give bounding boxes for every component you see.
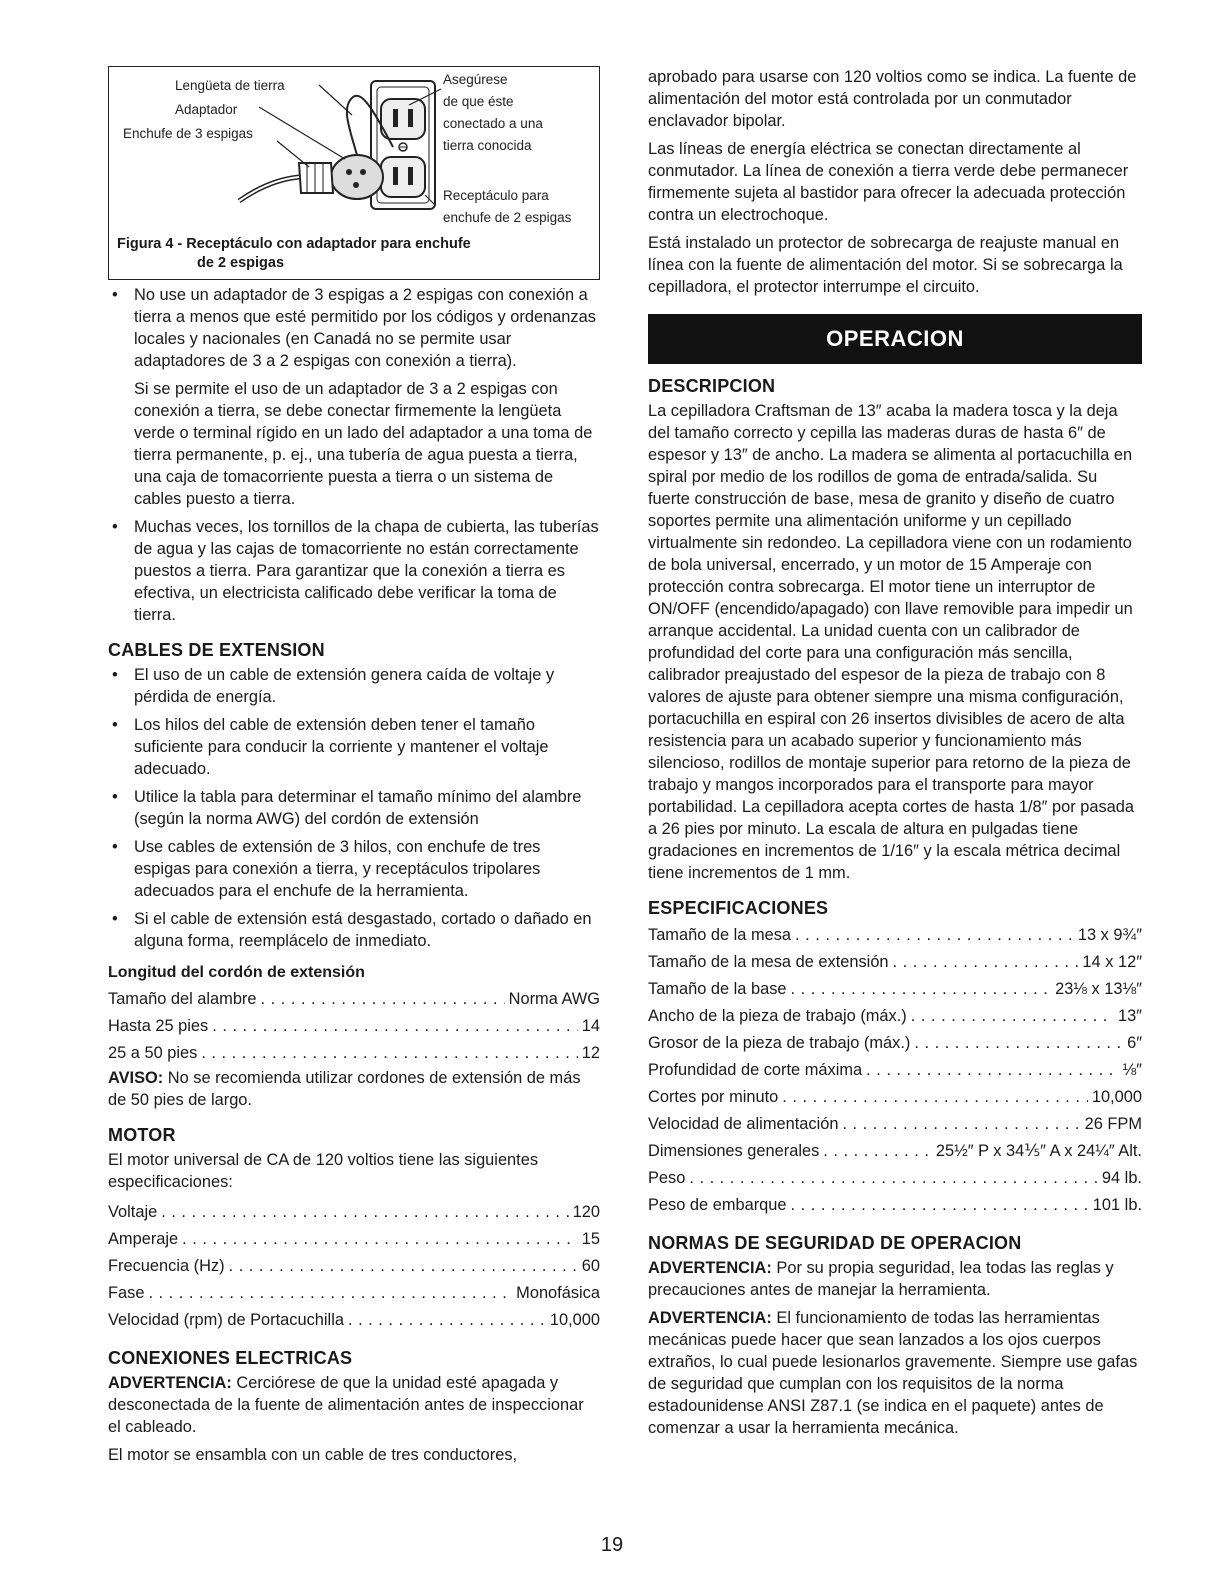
specifications-table [648, 922, 1142, 1219]
table-row [648, 922, 1142, 949]
row-label: Grosor de la pieza de trabajo (máx.) [648, 1034, 911, 1052]
safety-warning-2 [648, 1307, 1142, 1439]
bullet-adapter-use [108, 284, 600, 372]
motor-intro: El motor universal de CA de 120 voltios tiene las siguientes especificaciones: [108, 1151, 539, 1191]
warning-text: Por su propia seguridad, lea todas las reglas y precauciones antes de manejar la herramienta. [648, 1259, 1114, 1299]
table-row [108, 1199, 600, 1226]
electrical-warning [108, 1372, 600, 1438]
adapter-bullets [108, 284, 600, 372]
list-item: • Si el cable de extensión está desgastado, cortado o dañado en alguna forma, reemplácelo de inmediato. [108, 908, 600, 952]
bullet-text: No use un adaptador de 3 espigas a 2 espigas con conexión a tierra a menos que esté permitido por los códigos y ordenanzas locales y nacionales (en Canadá no se permite usar adaptadores de 3 a 2 espigas con conexión a tierra). [134, 286, 596, 370]
list-item: • Utilice la tabla para determinar el tamaño mínimo del alambre (según la norma AWG) del cordón de extensión [108, 786, 600, 830]
grounding-bullets [108, 516, 600, 626]
table-row [648, 949, 1142, 976]
row-label: Peso de embarque [648, 1196, 787, 1214]
figure-caption-line1: Figura 4 - Receptáculo con adaptador para enchufe [117, 236, 471, 252]
description-heading: DESCRIPCION [648, 376, 776, 396]
table-row [108, 1253, 600, 1280]
row-value: 12 [581, 1044, 600, 1062]
safety-warning-1 [648, 1257, 1142, 1301]
warning-label: ADVERTENCIA: [648, 1259, 772, 1277]
banner-title: OPERACION [826, 326, 964, 351]
list-item: • El uso de un cable de extensión genera caída de voltaje y pérdida de energía. [108, 664, 600, 708]
row-value: 120 [572, 1203, 600, 1221]
list-item: • Los hilos del cable de extensión deben tener el tamaño suficiente para conducir la corriente y mantener el voltaje adecuado. [108, 714, 600, 780]
row-value: 10,000 [549, 1311, 600, 1329]
table-row [648, 1192, 1142, 1219]
table-row [648, 1165, 1142, 1192]
motor-table [108, 1199, 600, 1334]
row-label: Dimensiones generales [648, 1142, 820, 1160]
table-row [648, 1057, 1142, 1084]
row-label: Velocidad de alimentación [648, 1115, 839, 1133]
left-column [108, 66, 600, 1472]
row-value: Norma AWG [508, 990, 600, 1008]
row-label: Tamaño de la mesa [648, 926, 792, 944]
notice-label: AVISO: [108, 1069, 164, 1087]
label-3prong-plug: Enchufe de 3 espigas [123, 126, 253, 141]
row-label: Peso [648, 1169, 686, 1187]
row-value: 25½″ P x 34⅕″ A x 24¼″ Alt. [935, 1142, 1142, 1160]
label-make-sure-3: conectado a una [443, 116, 543, 131]
row-value: 101 lb. [1092, 1196, 1142, 1214]
row-value: 23⅛ x 13⅛″ [1055, 980, 1142, 998]
extension-bullets [108, 664, 600, 952]
figure-4 [108, 66, 600, 280]
row-label: Profundidad de corte máxima [648, 1061, 863, 1079]
row-value: 13″ [1117, 1007, 1142, 1025]
page-number: 19 [600, 1534, 624, 1556]
table-row [648, 1003, 1142, 1030]
row-label: Tamaño de la mesa de extensión [648, 953, 889, 971]
notice-paragraph [108, 1067, 600, 1111]
label-make-sure-4: tierra conocida [443, 138, 532, 153]
bullet-grounding-check [108, 516, 600, 626]
section-banner [648, 314, 1142, 364]
table-row [648, 1084, 1142, 1111]
label-make-sure-2: de que éste [443, 94, 514, 109]
label-make-sure-1: Asegúrese [443, 72, 508, 87]
row-value: 26 FPM [1084, 1115, 1142, 1133]
table-row [108, 1307, 600, 1334]
cord-length-table [108, 986, 600, 1067]
row-value: 60 [581, 1257, 600, 1275]
right-column [648, 66, 1142, 1445]
row-label: Voltaje [108, 1203, 158, 1221]
figure-caption-line2: de 2 espigas [197, 255, 285, 271]
notice-text: No se recomienda utilizar cordones de extensión de más de 50 pies de largo. [108, 1069, 581, 1109]
row-label: Ancho de la pieza de trabajo (máx.) [648, 1007, 907, 1025]
safety-heading: NORMAS DE SEGURIDAD DE OPERACION [648, 1233, 1022, 1253]
row-label: Tamaño del alambre [108, 990, 257, 1008]
row-value: 15 [581, 1230, 600, 1248]
electrical-paragraph: El motor se ensambla con un cable de tres conductores, [108, 1446, 518, 1464]
motor-heading: MOTOR [108, 1125, 176, 1145]
row-value: 14 [581, 1017, 600, 1035]
row-value: Monofásica [516, 1284, 600, 1302]
warning-label: ADVERTENCIA: [108, 1374, 232, 1392]
table-row [108, 986, 600, 1013]
warning-text: El funcionamiento de todas las herramientas mecánicas puede hacer que sean lanzados a los ojos cuerpos extraños, lo cual puede lesionarlos gravemente. Siempre use gafas de seguridad que cumplan con los requisitos de la norma estadounidense ANSI Z87.1 (se indica en el paquete) antes de comenzar a usar la herramienta mecánica. [648, 1309, 1138, 1437]
cord-length-heading: Longitud del cordón de extensión [108, 964, 365, 981]
electrical-continued: aprobado para usarse con 120 voltios como se indica. La fuente de alimentación del motor está controlada por un conmutador enclavador bipolar. [648, 68, 1137, 130]
row-value: 14 x 12″ [1082, 953, 1142, 971]
row-label: Fase [108, 1284, 145, 1302]
power-lines-paragraph: Las líneas de energía eléctrica se conectan directamente al conmutador. La línea de conexión a tierra verde debe permanecer firmemente sujeta al bastidor para ofrecer la adecuada protección contra un electrochoque. [648, 140, 1129, 224]
label-receptacle-1: Receptáculo para [443, 188, 549, 203]
specifications-heading: ESPECIFICACIONES [648, 898, 829, 918]
row-label: Cortes por minuto [648, 1088, 779, 1106]
row-label: 25 a 50 pies [108, 1044, 198, 1062]
extension-heading: CABLES DE EXTENSION [108, 640, 325, 660]
list-item: • Use cables de extensión de 3 hilos, con enchufe de tres espigas para conexión a tierra, y receptáculos tripolares adecuados para el enchufe de la herramienta. [108, 836, 600, 902]
table-row [108, 1226, 600, 1253]
bullet-text: Muchas veces, los tornillos de la chapa de cubierta, las tuberías de agua y las cajas de tomacorriente no están correctamente puestos a tierra. Para garantizar que la conexión a tierra es efectiva, un electricista calificado debe verificar la toma de tierra. [134, 518, 599, 624]
row-value: 94 lb. [1101, 1169, 1142, 1187]
figure-caption [117, 235, 471, 273]
adapter-paragraph: Si se permite el uso de un adaptador de 3 a 2 espigas con conexión a tierra, se debe conectar firmemente la lengüeta verde o terminal rígido en un lado del adaptador a una toma de tierra permanente, p. ej., una tubería de agua puesta a tierra, una caja de tomacorriente puesta a tierra o un sistema de cables puesto a tierra. [134, 380, 593, 508]
table-row [648, 1030, 1142, 1057]
row-value: ⅛″ [1122, 1061, 1142, 1079]
row-value: 13 x 9¾″ [1077, 926, 1142, 944]
row-value: 6″ [1127, 1034, 1142, 1052]
electrical-heading: CONEXIONES ELECTRICAS [108, 1348, 353, 1368]
row-label: Velocidad (rpm) de Portacuchilla [108, 1311, 344, 1329]
overload-paragraph: Está instalado un protector de sobrecarga de reajuste manual en línea con la fuente de alimentación del motor. Si se sobrecarga la cepilladora, el protector interrumpe el circuito. [648, 234, 1123, 296]
row-label: Hasta 25 pies [108, 1017, 209, 1035]
label-ground-lug: Lengüeta de tierra [175, 78, 285, 93]
label-receptacle-2: enchufe de 2 espigas [443, 210, 572, 225]
row-label: Tamaño de la base [648, 980, 787, 998]
table-row [108, 1040, 600, 1067]
table-row [108, 1280, 600, 1307]
table-row [108, 1013, 600, 1040]
table-row [648, 1111, 1142, 1138]
warning-label: ADVERTENCIA: [648, 1309, 772, 1327]
description-text: La cepilladora Craftsman de 13″ acaba la madera tosca y la deja del tamaño correcto y cepilla las maderas duras de hasta 6″ de espesor y 13″ de ancho. La madera se alimenta al portacuchilla en spiral por medio de los rodillos de goma de entrada/salida. Su fuerte construcción de base, mesa de granito y diseño de cuatro soportes permite una alimentación uniforme y un cepillado virtualmente sin redondeo. La cepilladora viene con un rodamiento de bola universal, encerrado, y un motor de 15 Amperaje con protección contra sobrecarga. El motor tiene un interruptor de ON/OFF (encendido/apagado) con llave removible para impedir un arranque accidental. La unidad cuenta con un calibrador de profundidad del corte para una configuración más sencilla, calibrador preajustado del espesor de la pieza de trabajo con 8 valores de ajuste para obtener siempre una misma configuración, portacuchilla en espiral con 26 insertos divisibles de acero de alta resistencia para un acabado superior y funcionamiento más silencioso, rodillos de montaje superior para retorno de la pieza de trabajo y mangos incorporados para el transporte para mayor portabilidad. La cepilladora acepta cortes de hasta 1/8″ por pasada a 26 pies por minuto. La escala de altura en pulgadas tiene gradaciones en incrementos de 1/16″ y la escala métrica decimal tiene incrementos de 1 mm. [648, 402, 1135, 882]
row-value: 10,000 [1091, 1088, 1142, 1106]
row-label: Amperaje [108, 1230, 179, 1248]
label-adapter: Adaptador [175, 102, 238, 117]
row-label: Frecuencia (Hz) [108, 1257, 225, 1275]
table-row [648, 976, 1142, 1003]
warning-text: Cerciórese de que la unidad esté apagada y desconectada de la fuente de alimentación antes de inspeccionar el cableado. [108, 1374, 584, 1436]
table-row [648, 1138, 1142, 1165]
